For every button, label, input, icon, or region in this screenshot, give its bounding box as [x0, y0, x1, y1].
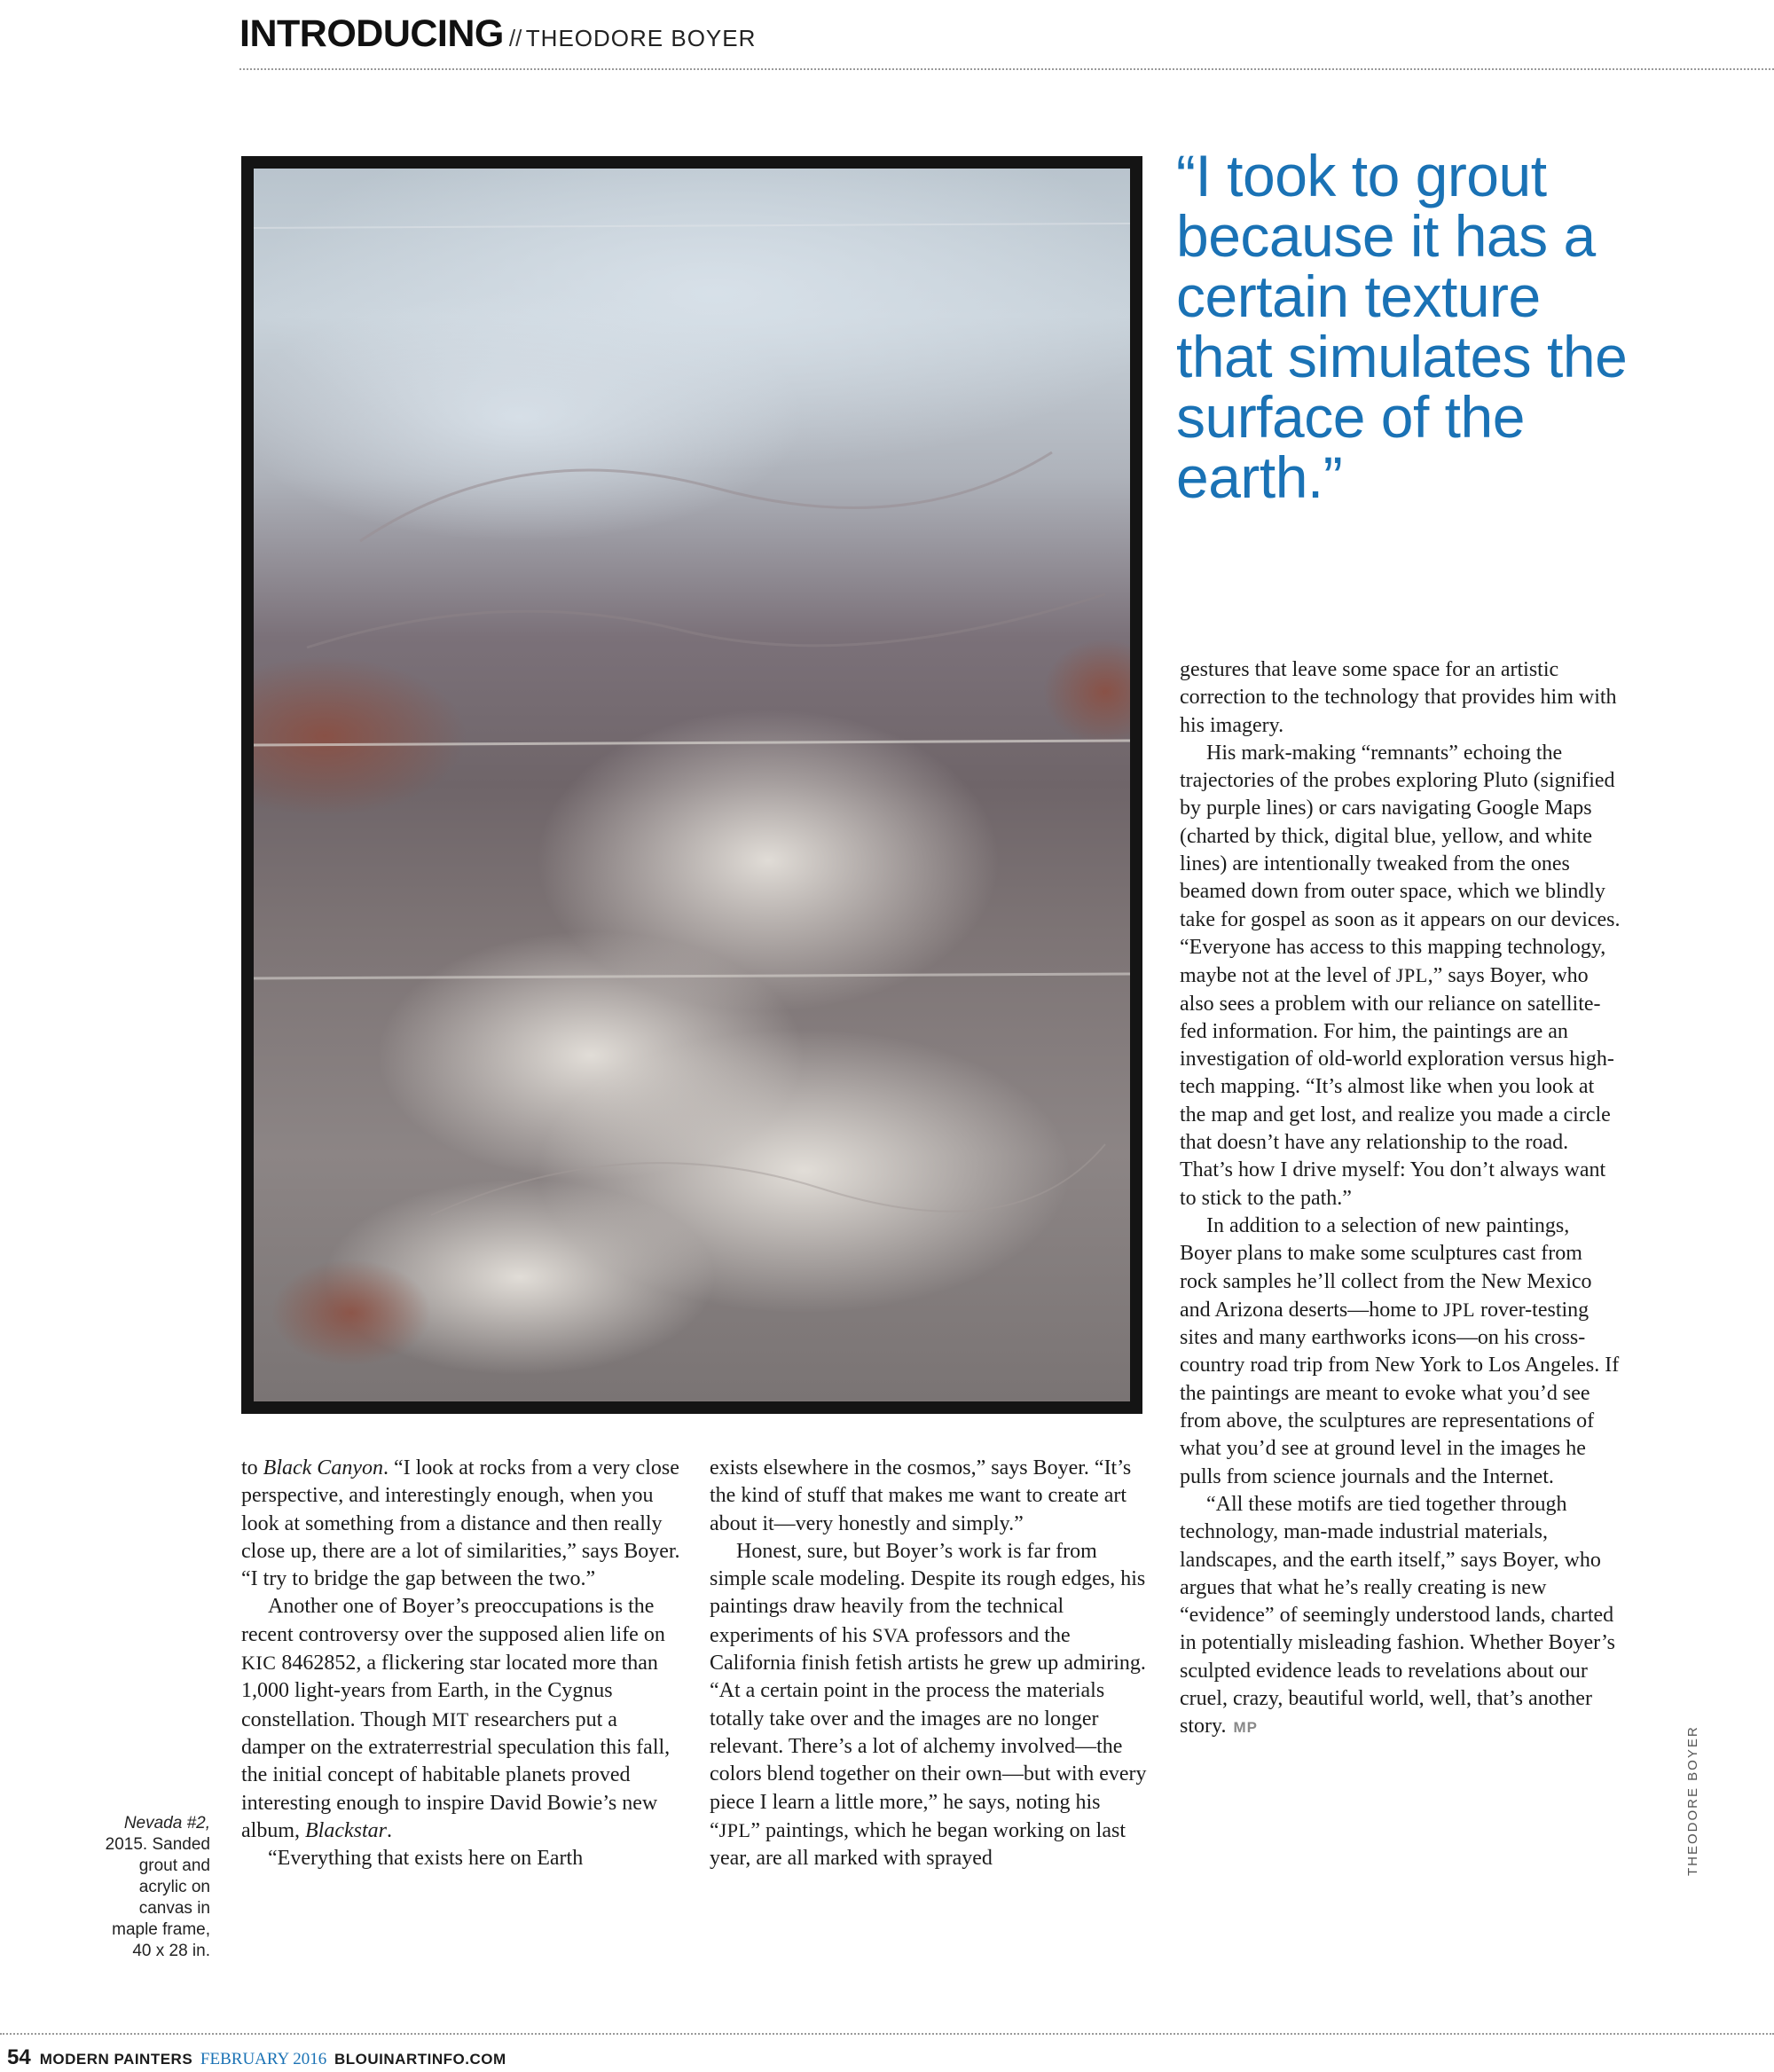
- text-run: ,” says Boyer, who also sees a problem with our reliance on satellite-fed information. For him, the paintings are an investigation of old-world exploration versus high-tech mapping. “It’s almost like when you look at the map and get lost, and realize you made a circle that doesn’t have any relationship to the road. That’s how I drive myself: You don’t always want to stick to the path.”: [1180, 964, 1614, 1210]
- header-divider: [239, 68, 1774, 70]
- text-run: His mark-making “remnants” echoing the trajectories of the probes exploring Pluto (signified by purple lines) or cars navigating Google Maps (charted by thick, digital blue, yellow, and white lines) are intentionally tweaked from the ones beamed down from outer space, which we blindly take for gospel as soon as it appears on our devices. “Everyone has access to this mapping technology, maybe not at the level of: [1180, 741, 1621, 988]
- text-run: ” paintings, which he began working on last year, are all marked with sprayed: [710, 1818, 1126, 1871]
- section-header: [239, 12, 756, 56]
- header-separator: //: [508, 25, 522, 51]
- magazine-name: MODERN PAINTERS: [39, 2051, 193, 2068]
- image-caption: [93, 1813, 210, 1962]
- caption-title: Nevada #2,: [123, 1814, 210, 1833]
- acronym: JPL: [1395, 964, 1428, 987]
- text-run: In addition to a selection of new paintings, Boyer plans to make some sculptures cast from rock samples he’ll collect from the New Mexico and Arizona deserts—home to: [1180, 1213, 1592, 1322]
- page-footer: [7, 2045, 506, 2070]
- acronym: JPL: [718, 1818, 751, 1841]
- text-run: “All these motifs are tied together through technology, man-made industrial materials, landscapes, and the earth itself,” says Boyer, who argues that what he’s really creating is new “evidence” of seemingly understood lands, charted in potentially misleading fashion. Whether Boyer’s sculpted evidence leads to revelations about our cruel, crazy, beautiful world, well, that’s another story.: [1180, 1492, 1616, 1738]
- author-signature: MP: [1233, 1719, 1258, 1737]
- paragraph: [241, 1593, 685, 1845]
- work-title: Black Canyon: [263, 1456, 383, 1479]
- issue-date: FEBRUARY 2016: [200, 2050, 327, 2068]
- paragraph: gestures that leave some space for an artistic correction to the technology that provides him with his imagery.: [1180, 658, 1617, 737]
- photo-credit: THEODORE BOYER: [1685, 1725, 1700, 1876]
- acronym: KIC: [241, 1652, 277, 1675]
- paragraph: [241, 1455, 685, 1593]
- album-title: Blackstar: [305, 1818, 387, 1842]
- text-run: Another one of Boyer’s preoccupations is the recent controversy over the supposed alien life on: [241, 1595, 665, 1646]
- paragraph: “Everything that exists here on Earth: [268, 1847, 584, 1871]
- text-run: .: [386, 1818, 392, 1842]
- article-column-1: [241, 1455, 685, 1872]
- article-column-3: [1180, 656, 1623, 1742]
- paragraph: [710, 1538, 1153, 1873]
- text-run: 8462852, a flickering star located more than 1,000 light-years from Earth, in the Cygnus constellation. Though: [241, 1652, 658, 1731]
- text-run: rover-testing sites and many earthworks icons—on his cross-country road trip from New York to Los Angeles. If the paintings are meant to evoke what you’d see from above, the sculptures are representations of what you’d see at ground level in the images he pulls from science journals and the Internet.: [1180, 1298, 1620, 1488]
- text-run: researchers put a damper on the extraterrestrial speculation this fall, the initial concept of habitable planets proved interesting enough to inspire David Bowie’s new album,: [241, 1707, 671, 1842]
- paragraph: [1180, 1213, 1623, 1491]
- page-number: 54: [7, 2045, 31, 2069]
- pull-quote: “I took to grout because it has a certain texture that simulates the surface of the earth.”: [1176, 143, 1628, 510]
- website-link[interactable]: BLOUINARTINFO.COM: [334, 2051, 506, 2068]
- paragraph: [1180, 1491, 1623, 1742]
- paragraph: [1180, 740, 1623, 1213]
- painting-image: [241, 156, 1142, 1414]
- caption-details: 2015. Sanded grout and acrylic on canvas in maple frame, 40 x 28 in.: [105, 1835, 210, 1960]
- paragraph: exists elsewhere in the cosmos,” says Boyer. “It’s the kind of stuff that makes me want to create art about it—very honestly and simply.”: [710, 1456, 1132, 1535]
- text-run: . “I look at rocks from a very close perspective, and interestingly enough, when you look at something from a distance and then really close up, there are a lot of similarities,” says Boyer. “I try to bridge the gap between the two.”: [241, 1456, 680, 1591]
- text-run: to: [241, 1456, 263, 1479]
- painting-artwork: [254, 169, 1130, 1401]
- text-run: professors and the California finish fetish artists he grew up admiring. “At a certain point in the process the materials totally take over and the images are no longer relevant. There’s a lot of alchemy involved—the colors blend together on their own—but with every piece I learn a little more,” he says, noting his “: [710, 1623, 1147, 1842]
- acronym: JPL: [1443, 1298, 1476, 1321]
- section-title: INTRODUCING: [239, 12, 504, 55]
- acronym: MIT: [431, 1707, 469, 1731]
- artist-name: THEODORE BOYER: [525, 25, 757, 51]
- acronym: SVA: [872, 1623, 910, 1646]
- article-column-2: [710, 1455, 1153, 1872]
- footer-divider: [0, 2033, 1774, 2035]
- text-run: Honest, sure, but Boyer’s work is far from simple scale modeling. Despite its rough edges, his paintings draw heavily from the technical experiments of his: [710, 1539, 1146, 1647]
